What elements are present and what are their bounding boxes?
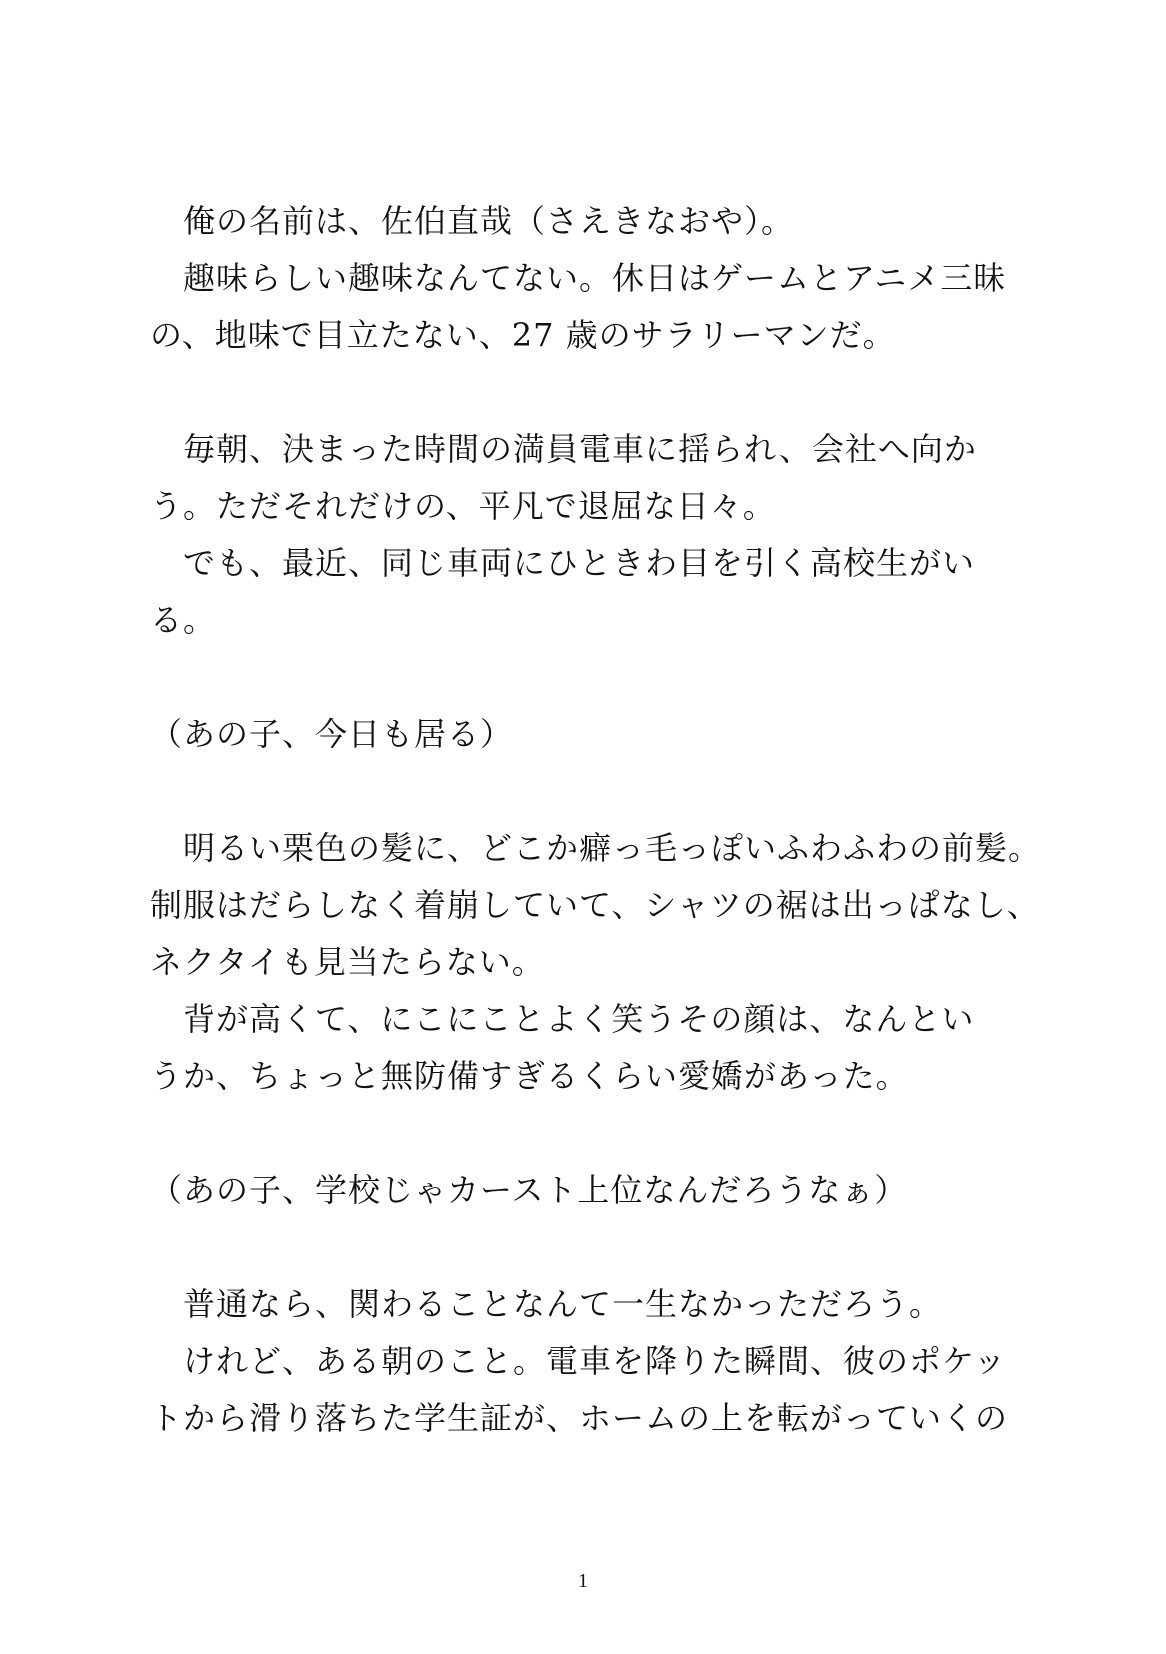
blank-line <box>150 649 1030 706</box>
text-line: トから滑り落ちた学生証が、ホームの上を転がっていくの <box>150 1399 1009 1437</box>
text-line: うか、ちょっと無防備すぎるくらい愛嬌があった。 <box>150 1057 909 1095</box>
text-line: 毎朝、決まった時間の満員電車に揺られ、会社へ向か <box>150 430 977 468</box>
page-number: 1 <box>578 1570 588 1592</box>
body-text <box>150 193 1042 1447</box>
text-line: （あの子、今日も居る） <box>150 715 514 753</box>
text-line: ネクタイも見当たらない。 <box>150 943 545 981</box>
blank-line <box>150 763 1030 820</box>
text-line: （あの子、学校じゃカースト上位なんだろうなぁ） <box>150 1171 908 1209</box>
text-line: 俺の名前は、佐伯直哉（さえきなおや）。 <box>150 202 795 240</box>
text-line: 制服はだらしなく着崩していて、シャツの裾は出っぱなし、 <box>150 886 1040 924</box>
blank-line <box>150 1219 1030 1276</box>
blank-line <box>150 1105 1030 1162</box>
text-line: の、地味で目立たない、27 歳のサラリーマンだ。 <box>150 316 896 354</box>
text-line: 背が高くて、にこにことよく笑うその顔は、なんとい <box>150 1000 975 1038</box>
text-line: 普通なら、関わることなんて一生なかっただろう。 <box>150 1285 943 1323</box>
text-line: 趣味らしい趣味なんてない。休日はゲームとアニメ三昧 <box>150 259 1007 297</box>
text-line: る。 <box>150 601 217 639</box>
text-line: 明るい栗色の髪に、どこか癖っ毛っぽいふわふわの前髪。 <box>150 829 1042 867</box>
blank-line <box>150 364 1030 421</box>
text-line: けれど、ある朝のこと。電車を降りた瞬間、彼のポケッ <box>150 1342 1007 1380</box>
text-line: う。ただそれだけの、平凡で退屈な日々。 <box>150 487 776 525</box>
text-line: でも、最近、同じ車両にひときわ目を引く高校生がい <box>150 544 976 582</box>
